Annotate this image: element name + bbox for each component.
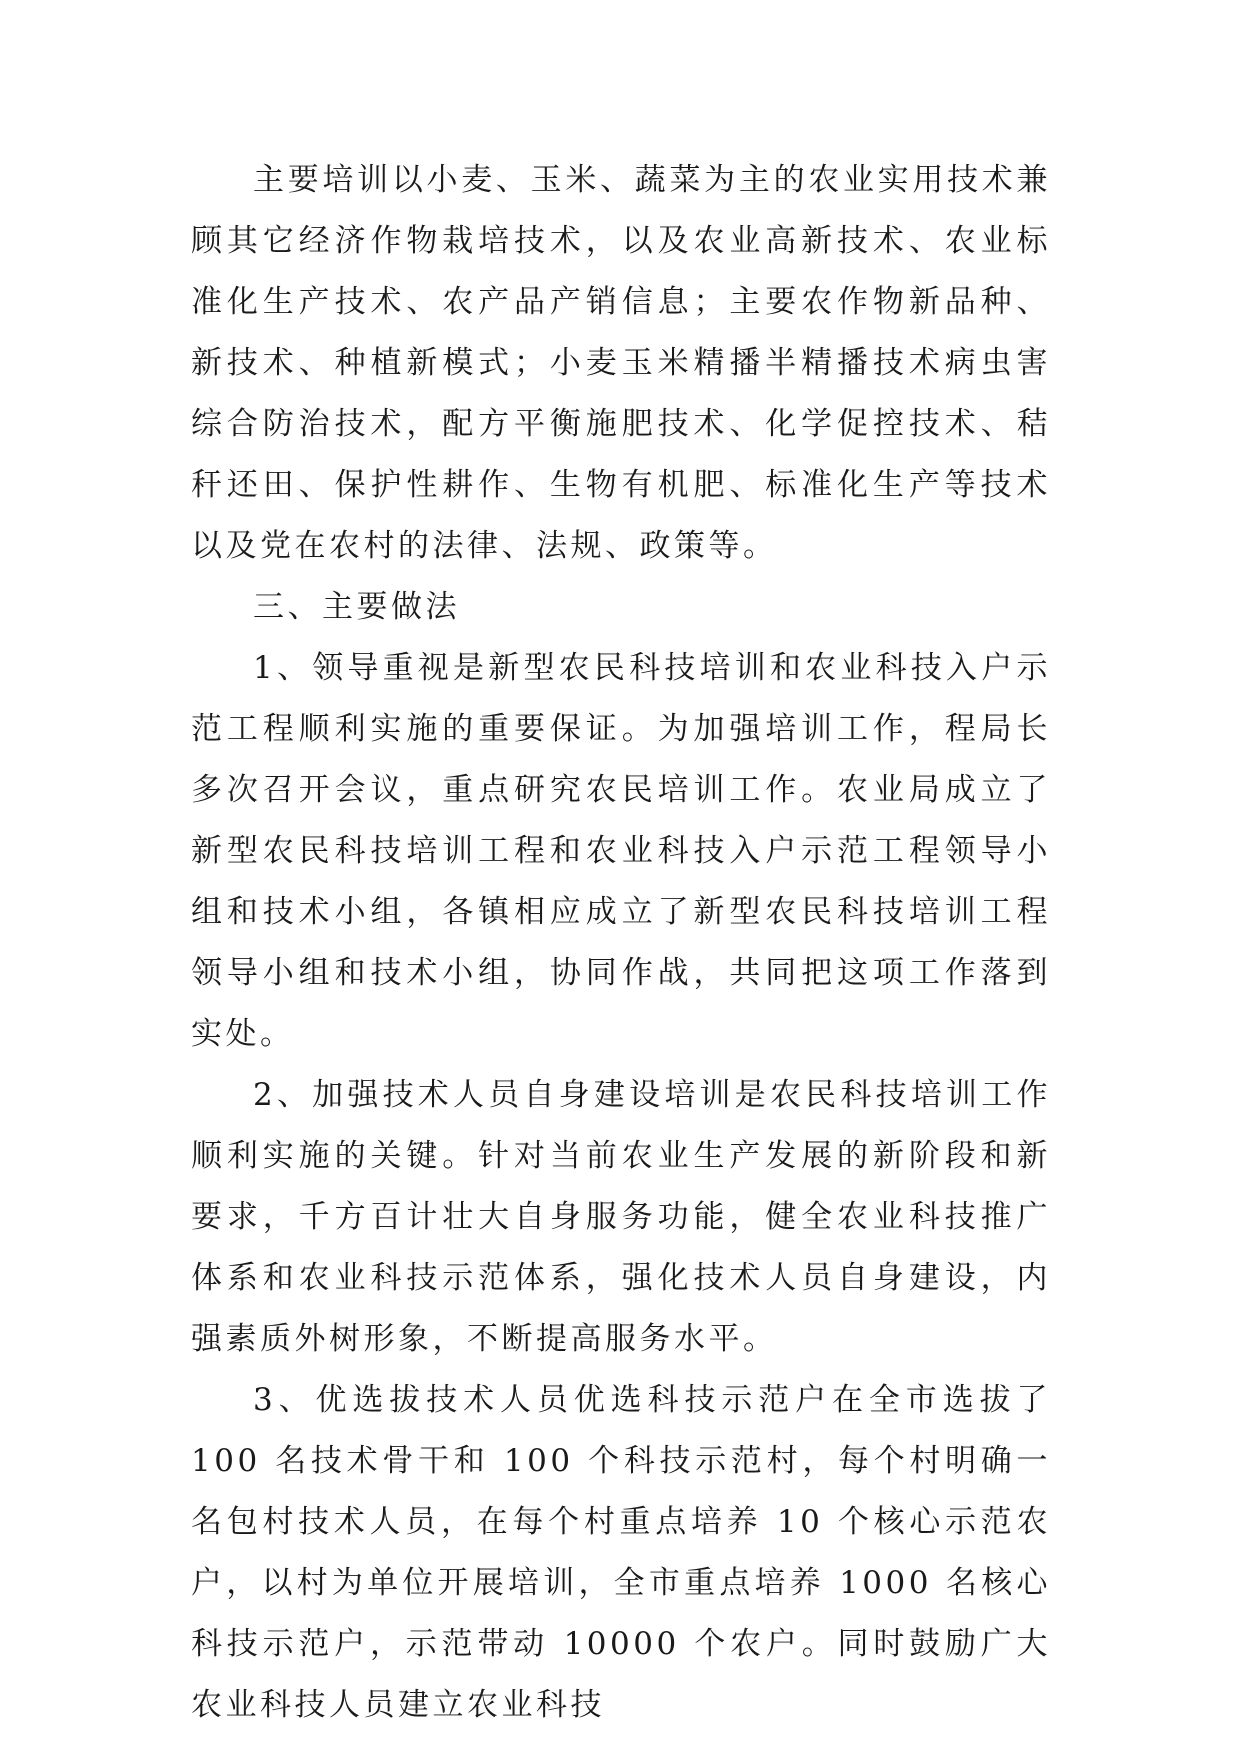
paragraph-leadership: 1、领导重视是新型农民科技培训和农业科技入户示范工程顺利实施的重要保证。为加强培训工作，程局长多次召开会议，重点研究农民培训工作。农业局成立了新型农民科技培训工程和农业科技入户示范工程领导小组和技术小组，各镇相应成立了新型农民科技培训工程领导小组和技术小组，协同作战，共同把这项工作落到实处。 <box>191 650 1051 1052</box>
paragraph-selection: 3、优选拔技术人员优选科技示范户在全市选拔了 100 名技术骨干和 100 个科技示范村，每个村明确一名包村技术人员，在每个村重点培养 10 个核心示范农户，以村为单位开展培训，全市重点培养 1000 名核心科技示范户，示范带动 10000 个农户。同时鼓励广大农业科技人员建立农业科技 <box>191 1382 1051 1723</box>
section-heading-main-methods: 三、主要做法 <box>253 589 460 625</box>
document-body <box>191 150 1051 1736</box>
paragraph-technician-training: 2、加强技术人员自身建设培训是农民科技培训工作顺利实施的关键。针对当前农业生产发展的新阶段和新要求，千方百计壮大自身服务功能，健全农业科技推广体系和农业科技示范体系，强化技术人员自身建设，内强素质外树形象，不断提高服务水平。 <box>191 1077 1051 1357</box>
paragraph-training-content: 主要培训以小麦、玉米、蔬菜为主的农业实用技术兼顾其它经济作物栽培技术，以及农业高新技术、农业标准化生产技术、农产品产销信息；主要农作物新品种、新技术、种植新模式；小麦玉米精播半精播技术病虫害综合防治技术，配方平衡施肥技术、化学促控技术、秸秆还田、保护性耕作、生物有机肥、标准化生产等技术以及党在农村的法律、法规、政策等。 <box>191 162 1051 564</box>
